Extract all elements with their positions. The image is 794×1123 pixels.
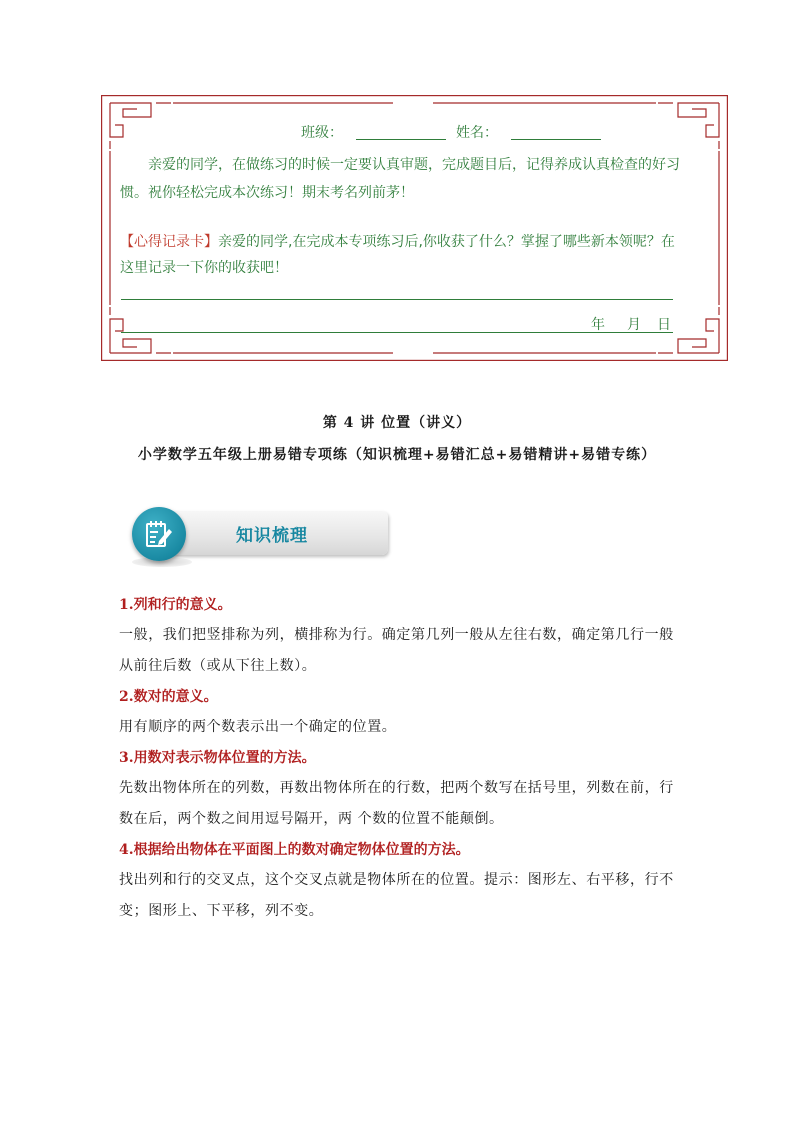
section-banner [126,507,390,569]
info-card [101,95,728,361]
notes-tag: 【心得记录卡】 [120,234,218,250]
lesson-title: 第 4 讲 位置（讲义） [322,415,472,431]
date-year: 年 [591,317,605,333]
lesson-subtitle: 小学数学五年级上册易错专项练（知识梳理+易错汇总+易错精讲+易错专练） [137,447,657,463]
class-label: 班级： [301,125,343,141]
edit-note-icon [132,507,186,561]
section-heading: 1.列和行的意义。 [119,597,232,613]
date-day: 日 [657,317,671,333]
section-body: 找出列和行的交叉点，这个交叉点就是物体所在的位置。提示：图形左、右平移，行不变；图形上、下平移，列不变。 [119,872,674,919]
card-content [101,95,728,361]
class-blank[interactable] [356,139,446,140]
name-blank[interactable] [511,139,601,140]
section-heading: 3.用数对表示物体位置的方法。 [119,750,316,766]
section-heading: 2.数对的意义。 [119,689,218,705]
section-body: 一般，我们把竖排称为列，横排称为行。确定第几列一般从左往右数，确定第几行一般从前往后数（或从下往上数）。 [119,627,674,674]
notes-prompt [120,229,680,281]
class-name-row [291,122,611,142]
notes-line-1[interactable] [121,299,673,300]
name-label: 姓名： [456,125,498,141]
date-month: 月 [627,317,641,333]
section-heading: 4.根据给出物体在平面图上的数对确定物体位置的方法。 [119,842,470,858]
section-body: 用有顺序的两个数表示出一个确定的位置。 [119,719,397,735]
notes-text: 亲爱的同学,在完成本专项练习后,你收获了什么？掌握了哪些新本领呢？在这里记录一下你的收获吧！ [120,234,675,276]
section-body: 先数出物体所在的列数，再数出物体所在的行数，把两个数写在括号里，列数在前，行数在后，两个数之间用逗号隔开，两 个数的位置不能颠倒。 [119,780,674,827]
knowledge-content [119,590,679,927]
banner-label: 知识梳理 [236,526,308,546]
greeting-text: 亲爱的同学，在做练习的时候一定要认真审题，完成题目后，记得养成认真检查的好习惯。祝你轻松完成本次练习！期末考名列前茅！ [120,157,680,201]
